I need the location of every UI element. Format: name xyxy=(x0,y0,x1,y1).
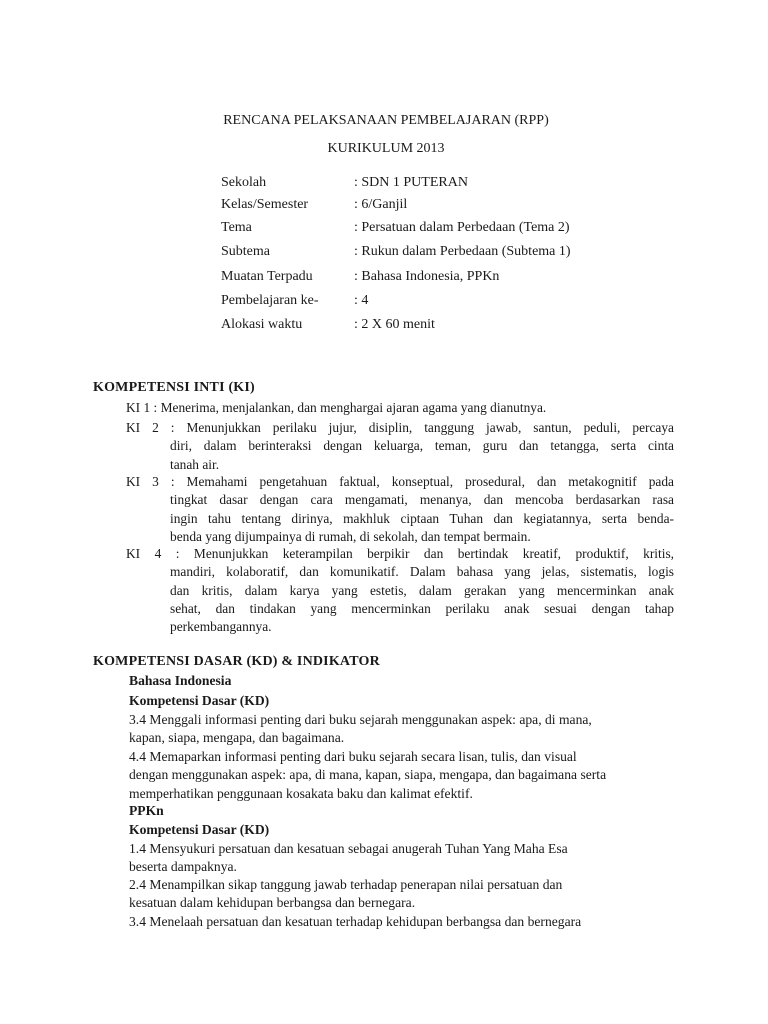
identity-key: Sekolah xyxy=(221,175,267,190)
ki-line: mandiri, kolaboratif, dan komunikatif. Dalam bahasa yang jelas, sistematis, logis xyxy=(170,564,674,580)
ki-item xyxy=(126,419,674,474)
identity-value: : 4 xyxy=(354,293,369,308)
ki-line: KI 3 : Memahami pengetahuan faktual, konseptual, prosedural, dan metakognitif pada xyxy=(126,474,674,489)
ki-line: diri, dalam berinteraksi dengan keluarga, teman, guru dan tetangga, serta cinta xyxy=(170,438,674,454)
ki-line: sehat, dan tindakan yang mencerminkan perilaku anak sesuai dengan tahap xyxy=(170,600,674,616)
ki-heading: KOMPETENSI INTI (KI) xyxy=(93,380,255,395)
identity-key: Tema xyxy=(221,220,252,235)
document-subtitle: KURIKULUM 2013 xyxy=(327,141,445,156)
ki-line: perkembangannya. xyxy=(170,619,272,635)
kd-subheading: Kompetensi Dasar (KD) xyxy=(129,822,270,837)
kd-line: 3.4 Menggali informasi penting dari buku sejarah menggunakan aspek: apa, di mana, xyxy=(129,712,592,727)
kd-line: 4.4 Memaparkan informasi penting dari buku sejarah secara lisan, tulis, dan visual xyxy=(129,749,577,764)
kd-heading: KOMPETENSI DASAR (KD) & INDIKATOR xyxy=(93,654,380,669)
kd-line: beserta dampaknya. xyxy=(129,859,237,874)
ki-line: KI 2 : Menunjukkan perilaku jujur, disiplin, tanggung jawab, santun, peduli, percaya xyxy=(126,420,674,435)
ki-item xyxy=(126,399,674,417)
kd-line: kesatuan dalam kehidupan berbangsa dan bernegara. xyxy=(129,895,416,910)
identity-value: : Persatuan dalam Perbedaan (Tema 2) xyxy=(354,220,570,235)
kd-line: 1.4 Mensyukuri persatuan dan kesatuan sebagai anugerah Tuhan Yang Maha Esa xyxy=(129,841,568,856)
kd-line: memperhatikan penggunaan kosakata baku dan kalimat efektif. xyxy=(129,786,473,801)
identity-value: : SDN 1 PUTERAN xyxy=(354,175,468,190)
ki-item xyxy=(126,473,674,546)
identity-key: Pembelajaran ke- xyxy=(221,293,319,308)
ki-item xyxy=(126,545,674,636)
identity-key: Muatan Terpadu xyxy=(221,269,313,284)
document-title: RENCANA PELAKSANAAN PEMBELAJARAN (RPP) xyxy=(223,113,549,128)
identity-key: Alokasi waktu xyxy=(221,317,303,332)
identity-value: : 2 X 60 menit xyxy=(354,317,435,332)
identity-value: : 6/Ganjil xyxy=(354,197,408,212)
kd-subject-label: Bahasa Indonesia xyxy=(129,673,232,688)
kd-line: 2.4 Menampilkan sikap tanggung jawab terhadap penerapan nilai persatuan dan xyxy=(129,877,563,892)
ki-line: ingin tahu tentang dirinya, makhluk ciptaan Tuhan dan kegiatannya, serta benda- xyxy=(170,510,674,526)
identity-value: : Rukun dalam Perbedaan (Subtema 1) xyxy=(354,244,571,259)
identity-key: Kelas/Semester xyxy=(221,197,309,212)
kd-subject-label: PPKn xyxy=(129,803,164,818)
ki-line: tingkat dasar dengan cara mengamati, menanya, dan mencoba berdasarkan rasa xyxy=(170,492,674,508)
kd-line: kapan, siapa, mengapa, dan bagaimana. xyxy=(129,730,345,745)
kd-line: dengan menggunakan aspek: apa, di mana, kapan, siapa, mengapa, dan bagaimana serta xyxy=(129,767,607,782)
identity-value: : Bahasa Indonesia, PPKn xyxy=(354,269,500,284)
ki-line: KI 1 : Menerima, menjalankan, dan menghargai ajaran agama yang dianutnya. xyxy=(126,400,547,415)
kd-subheading: Kompetensi Dasar (KD) xyxy=(129,693,270,708)
ki-line: KI 4 : Menunjukkan keterampilan berpikir dan bertindak kreatif, produktif, kritis, xyxy=(126,546,674,561)
kd-line: 3.4 Menelaah persatuan dan kesatuan terhadap kehidupan berbangsa dan bernegara xyxy=(129,914,582,929)
ki-line: dan kritis, dalam karya yang estetis, dalam gerakan yang mencerminkan anak xyxy=(170,582,674,598)
ki-line: tanah air. xyxy=(170,456,220,472)
ki-line: benda yang dijumpainya di rumah, di sekolah, dan tempat bermain. xyxy=(170,528,531,544)
identity-key: Subtema xyxy=(221,244,270,259)
